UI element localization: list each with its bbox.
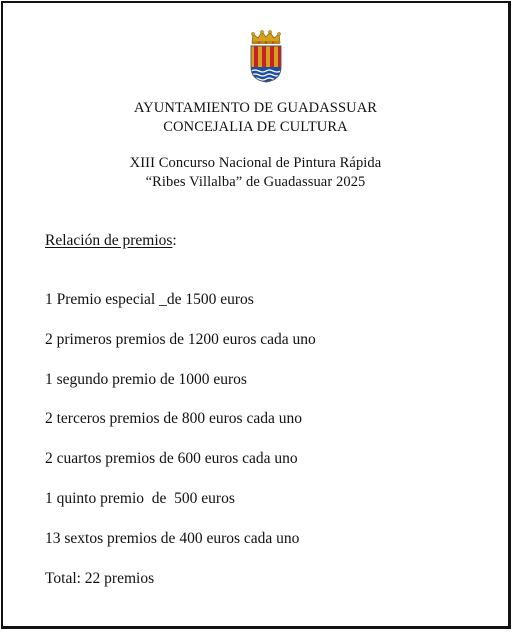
- document-page: [1, 1, 511, 629]
- prize-list: [45, 290, 316, 608]
- prize-list-heading: [45, 231, 177, 251]
- header-council-name: AYUNTAMIENTO DE GUADASSUAR: [133, 100, 378, 116]
- prize-item-second: 1 segundo premio de 1000 euros: [45, 370, 247, 388]
- prize-list-heading-colon: :: [172, 232, 177, 249]
- prize-item-fifth: 1 quinto premio de 500 euros: [45, 489, 235, 507]
- prize-list-heading-label: Relación de premios: [45, 232, 173, 249]
- header-contest-title: XIII Concurso Nacional de Pintura Rápida: [129, 155, 382, 171]
- prize-total: Total: 22 premios: [45, 569, 155, 587]
- header-contest-subtitle: “Ribes Villalba” de Guadassuar 2025: [145, 174, 366, 190]
- prize-item-sixth: 13 sextos premios de 400 euros cada uno: [45, 529, 300, 547]
- prize-item-fourth: 2 cuartos premios de 600 euros cada uno: [45, 450, 298, 468]
- prize-item-special: 1 Premio especial _de 1500 euros: [45, 291, 254, 308]
- coat-of-arms-icon: [247, 29, 285, 83]
- header-department: CONCEJALIA DE CULTURA: [163, 119, 348, 135]
- prize-item-first: 2 primeros premios de 1200 euros cada uno: [45, 330, 316, 348]
- prize-item-third: 2 terceros premios de 800 euros cada uno: [45, 410, 302, 428]
